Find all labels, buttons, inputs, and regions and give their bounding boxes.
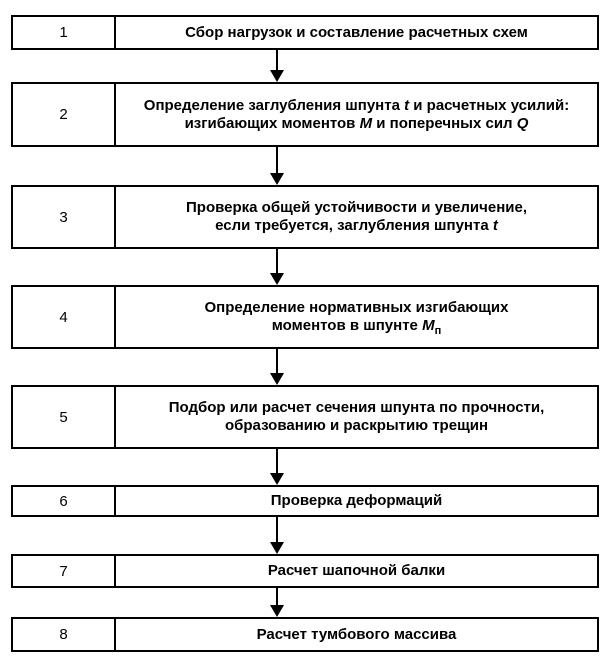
step-number: 5 xyxy=(13,387,116,447)
step-text: Определение нормативных изгибающих моментов в шпунте $M_п$ xyxy=(204,299,509,337)
step-number: 7 xyxy=(13,556,116,586)
arrow-head xyxy=(270,473,284,485)
step-number: 3 xyxy=(13,187,116,247)
down-arrow-icon xyxy=(270,588,284,617)
step-text: Сбор нагрузок и составление расчетных схем xyxy=(185,23,528,41)
arrow-shaft xyxy=(276,449,278,475)
arrow-shaft xyxy=(276,249,278,275)
arrow-head xyxy=(270,605,284,617)
arrow-head xyxy=(270,273,284,285)
step-number: 8 xyxy=(13,619,116,650)
arrow-head xyxy=(270,173,284,185)
arrow-shaft xyxy=(276,147,278,175)
down-arrow-icon xyxy=(270,517,284,554)
flow-step-6 xyxy=(11,485,599,517)
arrow-shaft xyxy=(276,50,278,72)
down-arrow-icon xyxy=(270,349,284,385)
down-arrow-icon xyxy=(270,449,284,485)
step-text: Расчет тумбового массива xyxy=(256,625,457,643)
arrow-head xyxy=(270,542,284,554)
down-arrow-icon xyxy=(270,249,284,285)
flow-step-5 xyxy=(11,385,599,449)
step-text: Определение заглубления шпунта t и расчетных усилий: изгибающих моментов M и поперечных сил Q xyxy=(143,96,570,132)
arrow-head xyxy=(270,373,284,385)
step-text: Проверка деформаций xyxy=(270,492,443,509)
step-text: Подбор или расчет сечения шпунта по прочности, образованию и раскрытию трещин xyxy=(168,399,545,434)
arrow-shaft xyxy=(276,349,278,375)
down-arrow-icon xyxy=(270,147,284,185)
step-number: 4 xyxy=(13,287,116,347)
flow-step-3 xyxy=(11,185,599,249)
arrow-shaft xyxy=(276,517,278,544)
flow-step-1 xyxy=(11,15,599,50)
flow-step-8 xyxy=(11,617,599,652)
arrow-head xyxy=(270,70,284,82)
flow-step-4 xyxy=(11,285,599,349)
step-text: Проверка общей устойчивости и увеличение, если требуется, заглубления шпунта t xyxy=(186,199,527,234)
step-number: 2 xyxy=(13,84,116,145)
step-text: Расчет шапочной балки xyxy=(267,562,446,579)
step-number: 6 xyxy=(13,487,116,515)
down-arrow-icon xyxy=(270,50,284,82)
flow-step-7 xyxy=(11,554,599,588)
flow-step-2 xyxy=(11,82,599,147)
step-number: 1 xyxy=(13,17,116,48)
